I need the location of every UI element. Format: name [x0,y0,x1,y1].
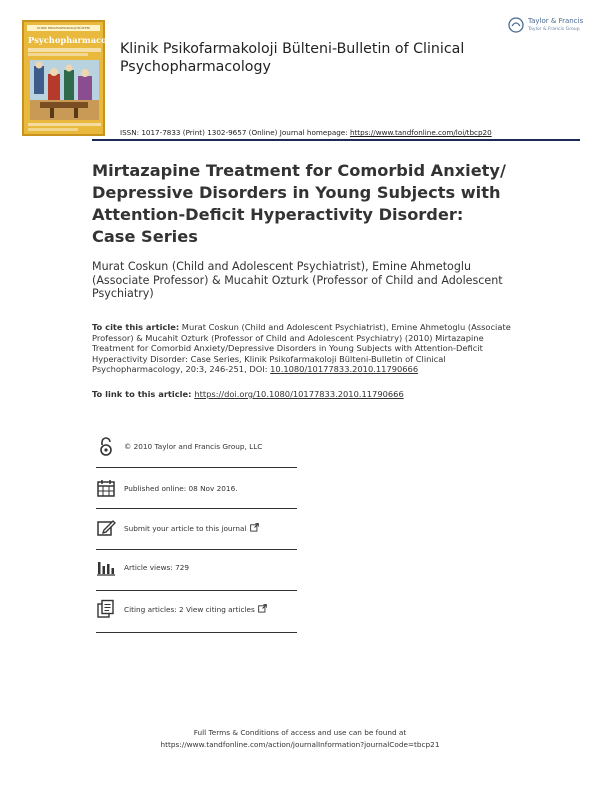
copyright-row [96,437,296,463]
published-row [96,478,296,504]
cover-decoration [28,123,101,126]
citation-label: To cite this article: [92,322,180,332]
citing-articles-link[interactable] [124,604,267,614]
external-link-icon [258,604,267,613]
publisher-logo-subtext: Taylor & Francis Group [528,27,580,32]
copyright-text: © 2010 Taylor and Francis Group, LLC [124,442,263,451]
open-access-lock-icon [96,437,116,457]
bar-chart-icon [96,558,116,578]
publisher-logo[interactable] [508,15,586,37]
terms-footer-line: Full Terms & Conditions of access and use can be found at [193,728,407,737]
info-divider [96,590,297,591]
publisher-logo-text: Taylor & Francis [528,17,584,25]
article-authors: Murat Coskun (Child and Adolescent Psychiatrist), Emine Ahmetoglu (Associate Professor) & Mucahit Ozturk (Professor of Child and Adolescent Psychiatry) [92,260,503,301]
citation-text: Murat Coskun (Child and Adolescent Psychiatrist), Emine Ahmetoglu (Associate Professor) & Mucahit Ozturk (Professor of Child and Adolescent Psychiatry) (2010) Mirtazapine Treatment for Comorbid Anxiety/Depressive Disorders in Young Subjects with Attention-Deficit Hyperactivity Disorder: Case Series, Klinik Psikofarmakoloji Bülteni-Bulletin of Clinical Psychopharmacology, 20:3, 246-251, DOI: [92,322,511,375]
calendar-icon [96,478,116,498]
article-link-label: To link to this article: [92,389,195,399]
article-views: Article views: 729 [124,563,190,572]
citing-row[interactable] [96,599,296,625]
cover-title: Psychopharmacology [28,35,126,45]
submit-article-text[interactable]: Submit your article to this journal [124,524,247,533]
cover-decoration [28,53,88,56]
info-divider [96,467,297,468]
published-date: Published online: 08 Nov 2016. [124,484,238,493]
issn-line [120,128,492,137]
cover-decoration [28,48,101,52]
external-link-icon [250,523,259,532]
info-divider [96,632,297,633]
citing-articles-text[interactable]: Citing articles: 2 View citing articles [124,605,255,614]
header-divider [92,139,580,141]
journal-title: Klinik Psikofarmakoloji Bülteni-Bulletin of Clinical Psychopharmacology [120,41,465,75]
citation-block [92,322,512,375]
cover-decoration [28,128,78,131]
citation-doi-link[interactable]: 10.1080/10177833.2010.11790666 [270,364,419,375]
publisher-logo-icon [508,17,524,33]
citing-documents-icon [96,599,116,619]
cover-illustration [30,60,99,120]
views-row [96,558,296,584]
submit-row[interactable] [96,518,296,544]
article-title: Mirtazapine Treatment for Comorbid Anxiety/ Depressive Disorders in Young Subjects with Attention-Deficit Hyperactivity Disorder: Case Series [92,161,506,246]
journal-cover-image [22,20,126,136]
cover-banner: KLİNİK PSİKOFARMAKOLOJİ BÜLTENİ [27,25,100,31]
journal-homepage-link[interactable]: https://www.tandfonline.com/loi/tbcp20 [349,128,492,137]
article-link-line [92,389,512,399]
submit-article-link[interactable] [124,523,259,533]
info-divider [96,508,297,509]
terms-footer [0,727,600,750]
issn-text: ISSN: 1017-7833 (Print) 1302-9657 (Online) Journal homepage: [120,128,350,137]
article-doi-url[interactable]: https://doi.org/10.1080/10177833.2010.11790666 [194,389,404,399]
submit-edit-icon [96,518,116,538]
info-divider [96,549,297,550]
terms-footer-url[interactable]: https://www.tandfonline.com/action/journalInformation?journalCode=tbcp21 [160,739,440,749]
